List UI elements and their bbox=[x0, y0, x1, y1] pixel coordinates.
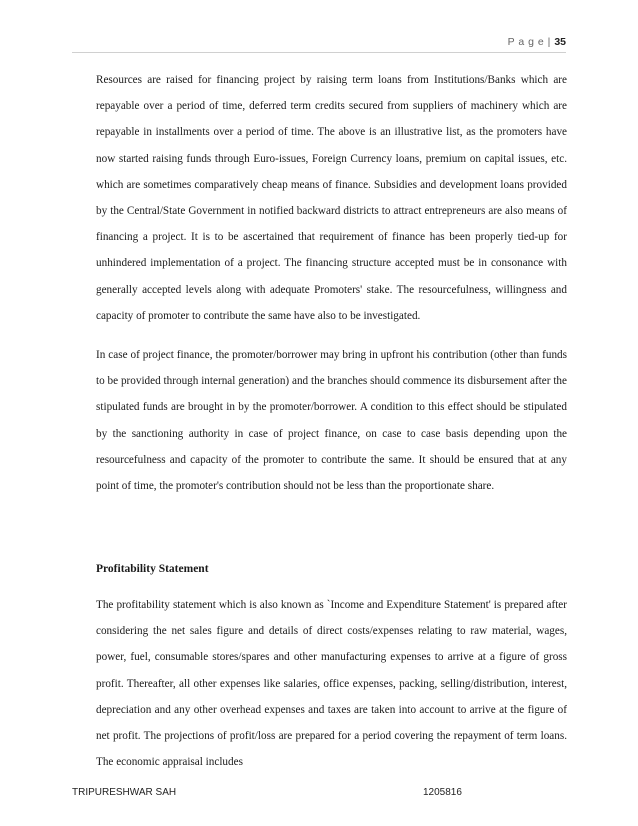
profitability-section bbox=[96, 592, 567, 775]
page-header bbox=[508, 36, 566, 48]
section-heading: Profitability Statement bbox=[96, 563, 209, 575]
footer-id: 1205816 bbox=[423, 787, 462, 798]
paragraph-profitability: The profitability statement which is also known as `Income and Expenditure Statement' is prepared after considering the net sales figure and details of direct costs/expenses relating to raw material, wages, power, fuel, consumable stores/spares and other manufacturing expenses to arrive at a figure of gross profit. Thereafter, all other expenses like salaries, office expenses, packing, selling/distribution, interest, depreciation and any other overhead expenses and taxes are taken into account to arrive at the figure of net profit. The projections of profit/loss are prepared for a period covering the repayment of term loans. The economic appraisal includes bbox=[96, 599, 567, 769]
paragraph-financing-sources: Resources are raised for financing project by raising term loans from Institutions/Banks which are repayable over a period of time, deferred term credits secured from suppliers of machinery which are repayable in installments over a period of time. The above is an illustrative list, as the promoters have now started raising funds through Euro-issues, Foreign Currency loans, premium on capital issues, etc. which are sometimes comparatively cheap means of finance. Subsidies and development loans provided by the Central/State Government in notified backward districts to attract entrepreneurs are also means of financing a project. It is to be ascertained that requirement of finance has been properly tied-up for unhindered implementation of a project. The financing structure accepted must be in consonance with generally accepted levels along with adequate Promoters' stake. The resourcefulness, willingness and capacity of promoter to contribute the same have also to be investigated. bbox=[96, 74, 567, 322]
page-separator: | bbox=[547, 36, 551, 48]
body-content bbox=[96, 67, 567, 499]
page-label: P a g e bbox=[507, 36, 545, 48]
header-divider bbox=[72, 52, 566, 53]
page-number: 35 bbox=[554, 36, 566, 48]
paragraph-project-finance: In case of project finance, the promoter/borrower may bring in upfront his contribution (other than funds to be provided through internal generation) and the branches should commence its disbursement after the stipulated funds are brought in by the promoter/borrower. A condition to this effect should be stipulated by the sanctioning authority in case of project finance, on case to case basis depending upon the resourcefulness and capacity of the promoter to contribute the same. It should be ensured that at any point of time, the promoter's contribution should not be less than the proportionate share. bbox=[96, 349, 567, 493]
footer-author: TRIPURESHWAR SAH bbox=[72, 787, 177, 798]
